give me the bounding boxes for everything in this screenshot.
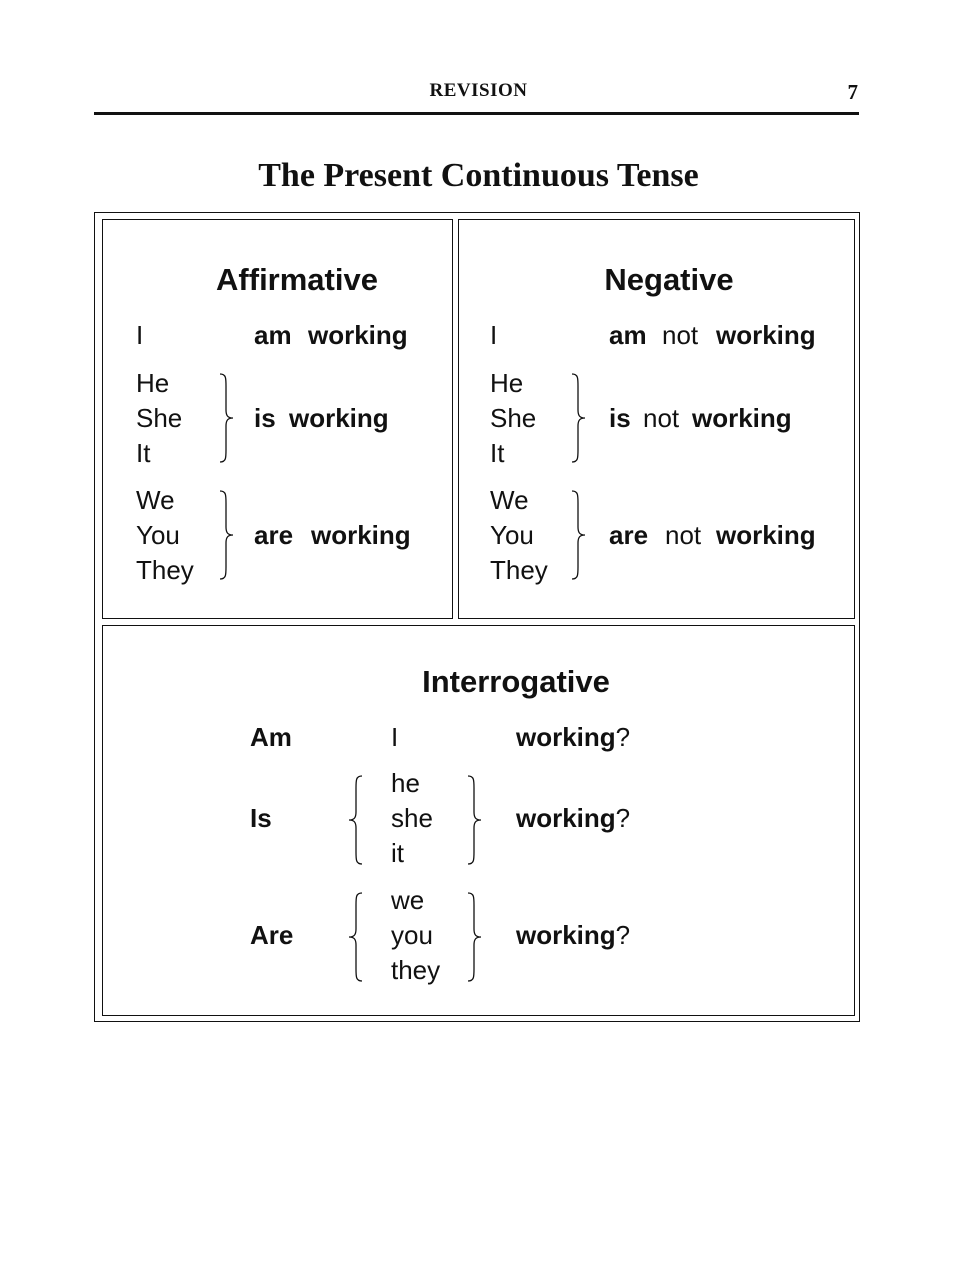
aff-verb-3: working: [311, 520, 411, 550]
question-mark: ?: [615, 920, 631, 950]
left-brace-icon: [346, 774, 364, 866]
int-aux-am: Am: [250, 722, 292, 752]
int-aux-are: Are: [250, 920, 294, 950]
int-question-2: [516, 801, 630, 836]
neg-subject-i: I: [490, 320, 498, 350]
aff-subject-you: You: [136, 520, 180, 550]
neg-subject-they: They: [490, 555, 548, 585]
int-subject-she: she: [391, 803, 433, 833]
int-subject-we: we: [391, 885, 425, 915]
aff-subject-it: It: [136, 438, 151, 468]
right-brace-icon: [218, 372, 236, 464]
left-brace-icon: [346, 891, 364, 983]
negative-heading: Negative: [604, 262, 734, 297]
page-number: 7: [847, 80, 858, 104]
int-aux-is: Is: [250, 803, 272, 833]
neg-subject-you: You: [490, 520, 534, 550]
int-verb-1: working: [516, 722, 616, 752]
aff-subject-she: She: [136, 403, 183, 433]
aff-subject-i: I: [136, 320, 144, 350]
interrogative-heading: Interrogative: [422, 664, 610, 699]
neg-not-3: not: [665, 520, 702, 550]
neg-not-1: not: [662, 320, 699, 350]
neg-verb-2: working: [692, 403, 792, 433]
int-subject-it: it: [391, 838, 404, 868]
right-brace-icon: [218, 489, 236, 581]
neg-subject-we: We: [490, 485, 529, 515]
neg-verb-3: working: [716, 520, 816, 550]
right-brace-icon: [570, 489, 588, 581]
aff-aux-is: is: [254, 403, 276, 433]
aff-subject-they: They: [136, 555, 194, 585]
neg-aux-is: is: [609, 403, 631, 433]
right-brace-icon: [570, 372, 588, 464]
question-mark: ?: [615, 803, 631, 833]
neg-verb-1: working: [716, 320, 816, 350]
int-question-1: [516, 720, 630, 755]
right-brace-icon: [466, 891, 484, 983]
right-brace-icon: [466, 774, 484, 866]
int-subject-i: I: [391, 722, 399, 752]
page-title: The Present Continuous Tense: [258, 157, 699, 194]
int-subject-he: he: [391, 768, 420, 798]
neg-subject-she: She: [490, 403, 537, 433]
neg-subject-he: He: [490, 368, 524, 398]
aff-verb-2: working: [289, 403, 389, 433]
neg-subject-it: It: [490, 438, 505, 468]
aff-subject-we: We: [136, 485, 175, 515]
aff-aux-am: am: [254, 320, 292, 350]
int-question-3: [516, 918, 630, 953]
question-mark: ?: [615, 722, 631, 752]
affirmative-heading: Affirmative: [216, 262, 378, 297]
int-subject-they: they: [391, 955, 441, 985]
neg-not-2: not: [643, 403, 680, 433]
aff-aux-are: are: [254, 520, 294, 550]
neg-aux-am: am: [609, 320, 647, 350]
aff-subject-he: He: [136, 368, 170, 398]
int-verb-3: working: [516, 920, 616, 950]
neg-aux-are: are: [609, 520, 649, 550]
int-verb-2: working: [516, 803, 616, 833]
running-header: REVISION: [429, 80, 528, 101]
int-subject-you: you: [391, 920, 433, 950]
aff-verb-1: working: [308, 320, 408, 350]
header-rule: [94, 112, 859, 115]
